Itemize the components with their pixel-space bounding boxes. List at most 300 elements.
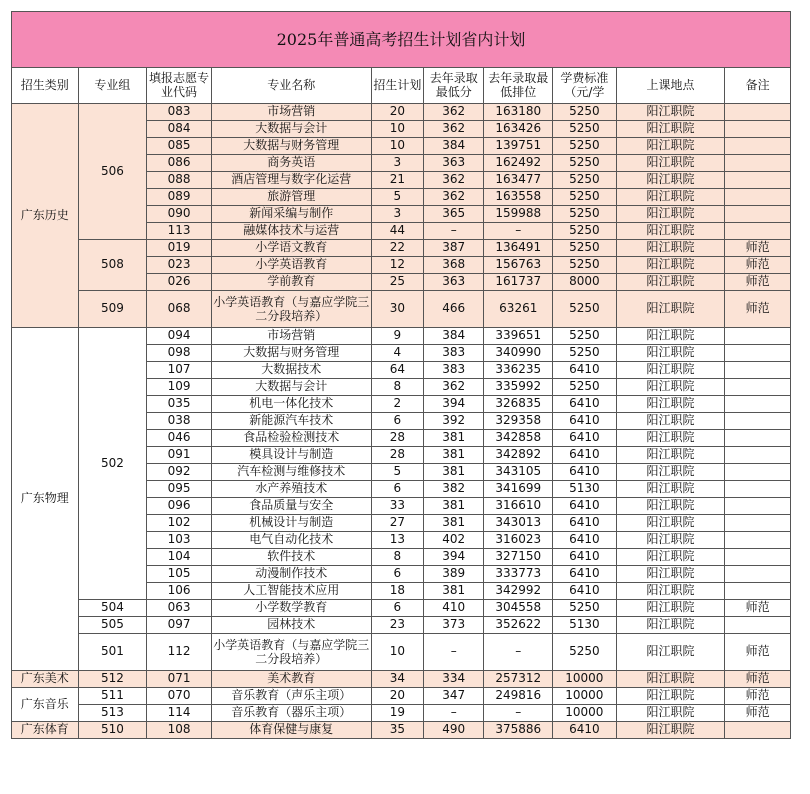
code-cell: 108 [147,722,212,739]
location-cell: 阳江职院 [616,223,725,240]
min-score-cell: 402 [423,532,483,549]
plan-cell: 10 [371,138,423,155]
group-cell-505: 505 [78,617,147,634]
location-cell: 阳江职院 [616,515,725,532]
table-title: 2025年普通高考招生计划省内计划 [12,12,791,68]
note-cell [725,566,791,583]
tuition-cell: 5250 [553,121,617,138]
note-cell [725,447,791,464]
code-cell: 094 [147,328,212,345]
note-cell [725,155,791,172]
table-row [12,328,791,345]
min-score-cell: 381 [423,498,483,515]
major-cell: 园林技术 [211,617,371,634]
min-score-cell: 347 [423,688,483,705]
min-score-cell: 394 [423,549,483,566]
note-cell [725,498,791,515]
min-rank-cell: 257312 [484,671,553,688]
code-cell: 091 [147,447,212,464]
code-cell: 084 [147,121,212,138]
major-cell: 小学数学教育 [211,600,371,617]
note-cell [725,189,791,206]
tuition-cell: 5250 [553,328,617,345]
min-score-cell: 394 [423,396,483,413]
min-rank-cell: 139751 [484,138,553,155]
min-score-cell: – [423,634,483,671]
code-cell: 102 [147,515,212,532]
min-rank-cell: 336235 [484,362,553,379]
location-cell: 阳江职院 [616,705,725,722]
note-cell: 师范 [725,688,791,705]
note-cell: 师范 [725,257,791,274]
plan-cell: 23 [371,617,423,634]
tuition-cell: 6410 [553,515,617,532]
note-cell [725,430,791,447]
major-cell: 动漫制作技术 [211,566,371,583]
plan-cell: 10 [371,121,423,138]
tuition-cell: 6410 [553,430,617,447]
note-cell [725,532,791,549]
location-cell: 阳江职院 [616,413,725,430]
note-cell [725,396,791,413]
min-score-cell: 363 [423,155,483,172]
location-cell: 阳江职院 [616,430,725,447]
location-cell: 阳江职院 [616,396,725,413]
min-rank-cell: 63261 [484,291,553,328]
location-cell: 阳江职院 [616,481,725,498]
major-cell: 小学英语教育（与嘉应学院三二分段培养） [211,291,371,328]
major-cell: 机械设计与制造 [211,515,371,532]
min-score-cell: 373 [423,617,483,634]
tuition-cell: 5130 [553,617,617,634]
note-cell [725,617,791,634]
plan-cell: 6 [371,566,423,583]
major-cell: 小学英语教育（与嘉应学院三二分段培养） [211,634,371,671]
min-rank-cell: 343013 [484,515,553,532]
plan-cell: 9 [371,328,423,345]
tuition-cell: 8000 [553,274,617,291]
plan-cell: 3 [371,155,423,172]
location-cell: 阳江职院 [616,155,725,172]
major-cell: 学前教育 [211,274,371,291]
major-cell: 大数据与财务管理 [211,138,371,155]
min-rank-cell: 375886 [484,722,553,739]
note-cell: 师范 [725,240,791,257]
header-last-min-score: 去年录取最低分 [423,68,483,104]
min-rank-cell: 163477 [484,172,553,189]
min-score-cell: 410 [423,600,483,617]
plan-cell: 33 [371,498,423,515]
min-score-cell: 392 [423,413,483,430]
plan-cell: 12 [371,257,423,274]
code-cell: 026 [147,274,212,291]
location-cell: 阳江职院 [616,634,725,671]
tuition-cell: 5250 [553,634,617,671]
min-score-cell: 466 [423,291,483,328]
major-cell: 汽车检测与维修技术 [211,464,371,481]
note-cell [725,362,791,379]
plan-cell: 10 [371,634,423,671]
min-score-cell: 389 [423,566,483,583]
min-rank-cell: 339651 [484,328,553,345]
min-rank-cell: 156763 [484,257,553,274]
major-cell: 食品检验检测技术 [211,430,371,447]
code-cell: 098 [147,345,212,362]
admission-plan-table [11,11,791,739]
major-cell: 新能源汽车技术 [211,413,371,430]
code-cell: 103 [147,532,212,549]
note-cell: 师范 [725,274,791,291]
note-cell [725,328,791,345]
tuition-cell: 5250 [553,172,617,189]
location-cell: 阳江职院 [616,379,725,396]
min-score-cell: 334 [423,671,483,688]
location-cell: 阳江职院 [616,104,725,121]
min-score-cell: 362 [423,189,483,206]
group-cell-508: 508 [78,240,147,291]
min-score-cell: 490 [423,722,483,739]
group-cell-506: 506 [78,104,147,240]
major-cell: 旅游管理 [211,189,371,206]
plan-cell: 21 [371,172,423,189]
code-cell: 085 [147,138,212,155]
plan-cell: 2 [371,396,423,413]
note-cell [725,138,791,155]
code-cell: 104 [147,549,212,566]
major-cell: 软件技术 [211,549,371,566]
tuition-cell: 5250 [553,223,617,240]
min-rank-cell: – [484,634,553,671]
tuition-cell: 10000 [553,688,617,705]
min-score-cell: 362 [423,172,483,189]
location-cell: 阳江职院 [616,257,725,274]
min-score-cell: 383 [423,362,483,379]
min-rank-cell: 327150 [484,549,553,566]
min-rank-cell: 341699 [484,481,553,498]
major-cell: 美术教育 [211,671,371,688]
major-cell: 大数据与财务管理 [211,345,371,362]
min-rank-cell: 333773 [484,566,553,583]
location-cell: 阳江职院 [616,722,725,739]
note-cell [725,223,791,240]
min-score-cell: 362 [423,121,483,138]
plan-cell: 3 [371,206,423,223]
min-rank-cell: 163180 [484,104,553,121]
header-group: 专业组 [78,68,147,104]
group-cell-509: 509 [78,291,147,328]
tuition-cell: 6410 [553,722,617,739]
min-score-cell: – [423,705,483,722]
table-body [12,104,791,739]
category-cell-physics: 广东物理 [12,328,79,671]
note-cell [725,481,791,498]
min-score-cell: 381 [423,464,483,481]
plan-cell: 6 [371,600,423,617]
header-major: 专业名称 [211,68,371,104]
min-score-cell: 381 [423,430,483,447]
major-cell: 市场营销 [211,104,371,121]
tuition-cell: 5250 [553,104,617,121]
code-cell: 090 [147,206,212,223]
note-cell [725,515,791,532]
tuition-cell: 5130 [553,481,617,498]
min-rank-cell: 136491 [484,240,553,257]
plan-cell: 20 [371,688,423,705]
table-row [12,600,791,617]
location-cell: 阳江职院 [616,671,725,688]
min-score-cell: – [423,223,483,240]
tuition-cell: 5250 [553,257,617,274]
plan-cell: 34 [371,671,423,688]
table-row [12,240,791,257]
min-rank-cell: 163426 [484,121,553,138]
admission-plan-table-wrapper [11,11,791,739]
location-cell: 阳江职院 [616,583,725,600]
note-cell [725,345,791,362]
min-rank-cell: 352622 [484,617,553,634]
major-cell: 食品质量与安全 [211,498,371,515]
min-rank-cell: 340990 [484,345,553,362]
major-cell: 大数据与会计 [211,121,371,138]
table-row [12,104,791,121]
min-rank-cell: 326835 [484,396,553,413]
plan-cell: 28 [371,447,423,464]
major-cell: 音乐教育（器乐主项） [211,705,371,722]
min-rank-cell: 163558 [484,189,553,206]
note-cell [725,172,791,189]
plan-cell: 64 [371,362,423,379]
min-rank-cell: 161737 [484,274,553,291]
location-cell: 阳江职院 [616,688,725,705]
major-cell: 机电一体化技术 [211,396,371,413]
code-cell: 046 [147,430,212,447]
tuition-cell: 6410 [553,396,617,413]
tuition-cell: 5250 [553,600,617,617]
min-rank-cell: 335992 [484,379,553,396]
min-rank-cell: 342858 [484,430,553,447]
min-score-cell: 363 [423,274,483,291]
tuition-cell: 5250 [553,240,617,257]
min-rank-cell: 316610 [484,498,553,515]
code-cell: 019 [147,240,212,257]
major-cell: 市场营销 [211,328,371,345]
category-cell-music: 广东音乐 [12,688,79,722]
note-cell [725,464,791,481]
major-cell: 融媒体技术与运营 [211,223,371,240]
table-row [12,291,791,328]
code-cell: 089 [147,189,212,206]
note-cell [725,722,791,739]
min-score-cell: 365 [423,206,483,223]
note-cell [725,104,791,121]
plan-cell: 6 [371,481,423,498]
code-cell: 083 [147,104,212,121]
major-cell: 新闻采编与制作 [211,206,371,223]
code-cell: 096 [147,498,212,515]
note-cell: 师范 [725,600,791,617]
min-score-cell: 383 [423,345,483,362]
tuition-cell: 5250 [553,379,617,396]
major-cell: 大数据与会计 [211,379,371,396]
note-cell [725,379,791,396]
min-rank-cell: 249816 [484,688,553,705]
tuition-cell: 6410 [553,498,617,515]
tuition-cell: 6410 [553,464,617,481]
location-cell: 阳江职院 [616,447,725,464]
plan-cell: 30 [371,291,423,328]
location-cell: 阳江职院 [616,240,725,257]
tuition-cell: 10000 [553,671,617,688]
plan-cell: 28 [371,430,423,447]
code-cell: 097 [147,617,212,634]
major-cell: 酒店管理与数字化运营 [211,172,371,189]
header-location: 上课地点 [616,68,725,104]
group-cell-504: 504 [78,600,147,617]
min-score-cell: 368 [423,257,483,274]
tuition-cell: 5250 [553,138,617,155]
location-cell: 阳江职院 [616,328,725,345]
major-cell: 模具设计与制造 [211,447,371,464]
plan-cell: 8 [371,379,423,396]
note-cell [725,413,791,430]
header-tuition: 学费标准（元/学 [553,68,617,104]
tuition-cell: 5250 [553,345,617,362]
code-cell: 035 [147,396,212,413]
major-cell: 商务英语 [211,155,371,172]
plan-cell: 5 [371,464,423,481]
note-cell [725,206,791,223]
location-cell: 阳江职院 [616,464,725,481]
plan-cell: 35 [371,722,423,739]
tuition-cell: 5250 [553,189,617,206]
note-cell: 师范 [725,291,791,328]
plan-cell: 44 [371,223,423,240]
min-rank-cell: 162492 [484,155,553,172]
min-score-cell: 384 [423,328,483,345]
plan-cell: 4 [371,345,423,362]
min-score-cell: 384 [423,138,483,155]
location-cell: 阳江职院 [616,345,725,362]
location-cell: 阳江职院 [616,362,725,379]
tuition-cell: 6410 [553,583,617,600]
plan-cell: 25 [371,274,423,291]
min-rank-cell: 342892 [484,447,553,464]
location-cell: 阳江职院 [616,189,725,206]
location-cell: 阳江职院 [616,172,725,189]
note-cell [725,121,791,138]
code-cell: 106 [147,583,212,600]
group-cell-512: 512 [78,671,147,688]
min-score-cell: 362 [423,104,483,121]
code-cell: 109 [147,379,212,396]
code-cell: 095 [147,481,212,498]
code-cell: 114 [147,705,212,722]
category-cell-sport: 广东体育 [12,722,79,739]
group-cell-502: 502 [78,328,147,600]
plan-cell: 18 [371,583,423,600]
major-cell: 水产养殖技术 [211,481,371,498]
category-cell-history: 广东历史 [12,104,79,328]
table-row [12,634,791,671]
location-cell: 阳江职院 [616,291,725,328]
code-cell: 088 [147,172,212,189]
header-category: 招生类别 [12,68,79,104]
min-rank-cell: 329358 [484,413,553,430]
group-cell-501: 501 [78,634,147,671]
major-cell: 电气自动化技术 [211,532,371,549]
plan-cell: 8 [371,549,423,566]
min-rank-cell: 343105 [484,464,553,481]
code-cell: 113 [147,223,212,240]
min-score-cell: 362 [423,379,483,396]
header-last-min-rank: 去年录取最低排位 [484,68,553,104]
group-cell-511: 511 [78,688,147,705]
tuition-cell: 5250 [553,206,617,223]
major-cell: 人工智能技术应用 [211,583,371,600]
header-code: 填报志愿专业代码 [147,68,212,104]
plan-cell: 13 [371,532,423,549]
min-rank-cell: 159988 [484,206,553,223]
table-row [12,722,791,739]
header-note: 备注 [725,68,791,104]
note-cell: 师范 [725,634,791,671]
category-cell-art: 广东美术 [12,671,79,688]
location-cell: 阳江职院 [616,566,725,583]
major-cell: 体育保健与康复 [211,722,371,739]
min-rank-cell: 304558 [484,600,553,617]
code-cell: 112 [147,634,212,671]
min-rank-cell: 342992 [484,583,553,600]
tuition-cell: 5250 [553,155,617,172]
group-cell-513: 513 [78,705,147,722]
major-cell: 小学语文教育 [211,240,371,257]
code-cell: 071 [147,671,212,688]
min-score-cell: 381 [423,515,483,532]
location-cell: 阳江职院 [616,206,725,223]
location-cell: 阳江职院 [616,532,725,549]
min-score-cell: 387 [423,240,483,257]
location-cell: 阳江职院 [616,138,725,155]
major-cell: 大数据技术 [211,362,371,379]
code-cell: 092 [147,464,212,481]
code-cell: 107 [147,362,212,379]
tuition-cell: 6410 [553,566,617,583]
min-rank-cell: – [484,223,553,240]
tuition-cell: 6410 [553,447,617,464]
code-cell: 070 [147,688,212,705]
tuition-cell: 10000 [553,705,617,722]
min-score-cell: 382 [423,481,483,498]
location-cell: 阳江职院 [616,600,725,617]
table-row [12,688,791,705]
plan-cell: 5 [371,189,423,206]
plan-cell: 22 [371,240,423,257]
note-cell [725,583,791,600]
note-cell: 师范 [725,671,791,688]
min-rank-cell: 316023 [484,532,553,549]
plan-cell: 19 [371,705,423,722]
tuition-cell: 6410 [553,413,617,430]
major-cell: 音乐教育（声乐主项） [211,688,371,705]
table-row [12,671,791,688]
location-cell: 阳江职院 [616,274,725,291]
code-cell: 038 [147,413,212,430]
tuition-cell: 6410 [553,362,617,379]
plan-cell: 6 [371,413,423,430]
plan-cell: 27 [371,515,423,532]
tuition-cell: 6410 [553,549,617,566]
location-cell: 阳江职院 [616,498,725,515]
